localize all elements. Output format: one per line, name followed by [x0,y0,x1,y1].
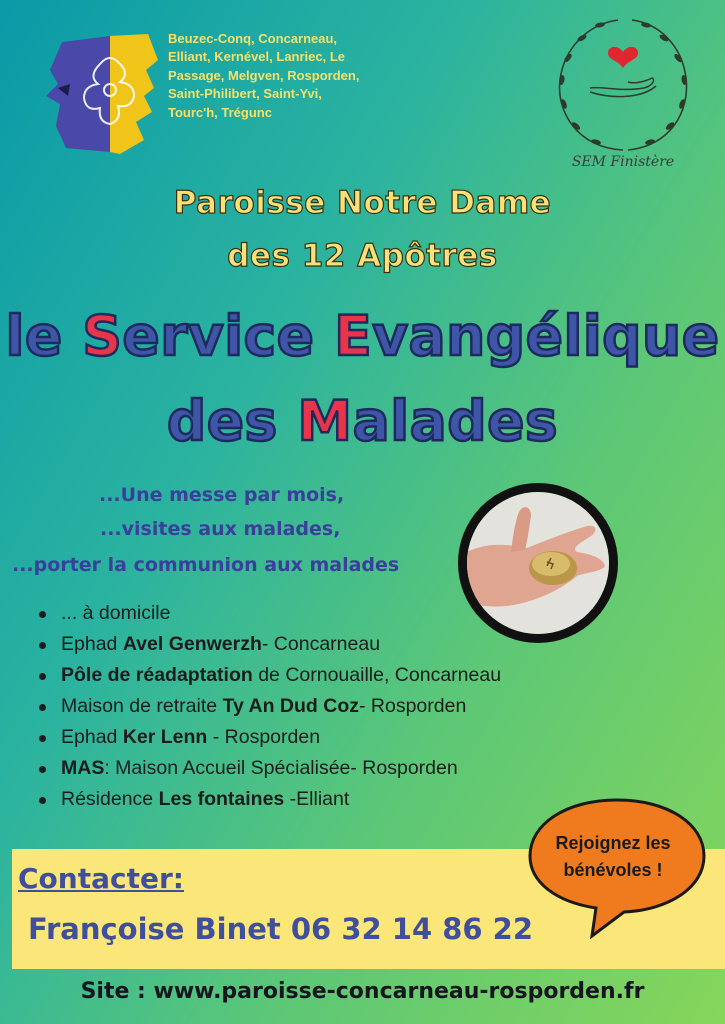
title-word-malades: alades [352,389,559,453]
title-word-evangelique: vangélique [372,304,720,368]
town-list: Beuzec-Conq, Concarneau, Elliant, Kernével, Lanriec, Le Passage, Melgven, Rosporden, Saint-Philibert, Saint-Yvi, Tourc'h, Trégunc [168,31,360,120]
list-item: ... à domicile [36,598,636,629]
volunteer-line2: bénévoles ! [563,860,663,880]
title-word-service: ervice [122,304,335,368]
list-item: Ephad Ker Lenn - Rosporden [36,722,636,753]
volunteer-line1: Rejoignez les [555,833,671,853]
title-initial-e: E [334,304,373,368]
volunteer-callout [528,830,698,884]
list-item: Résidence Les fontaines -Elliant [36,784,636,815]
parish-name-line2: des 12 Apôtres [227,238,498,274]
list-item: Ephad Avel Genwerzh- Concarneau [36,629,636,660]
parish-name-line1: Paroisse Notre Dame [173,185,552,221]
contact-label: Contacter: [18,862,184,895]
sem-logo [548,8,698,178]
list-item: MAS: Maison Accueil Spécialisée- Rosporden [36,753,636,784]
website-url[interactable]: Site : www.paroisse-concarneau-rosporden.fr [80,979,645,1004]
sem-label: SEM Finistère [571,154,675,170]
title-line2 [0,389,725,453]
service-communion: ...porter la communion aux malades [12,554,400,576]
service-visits: ...visites aux malades, [100,518,341,540]
list-item: Maison de retraite Ty An Dud Coz- Rosporden [36,691,636,722]
title-initial-m: M [297,389,353,453]
title-word-le: le [5,304,83,368]
parish-logo [40,30,162,160]
title-initial-s: S [82,304,123,368]
title-word-des: des [166,389,298,453]
places-list [36,598,636,815]
list-item: Pôle de réadaptation de Cornouaille, Concarneau [36,660,636,691]
contact-name-phone: Françoise Binet 06 32 14 86 22 [28,912,534,946]
title-line1 [0,304,725,368]
service-mass: ...Une messe par mois, [99,484,345,506]
